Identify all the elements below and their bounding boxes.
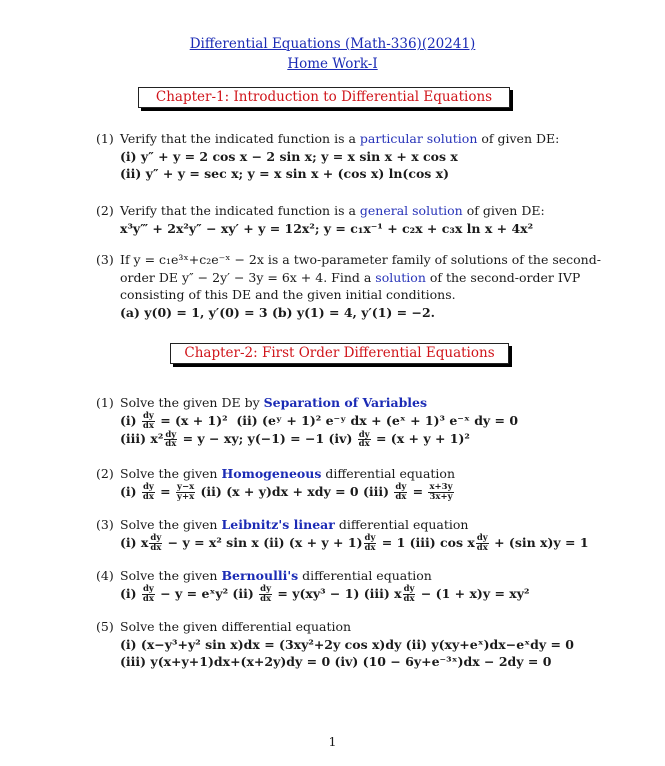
document-title: Differential Equations (Math-336)(20241) xyxy=(189,36,476,52)
ch1-question-3: (3) If y = c₁e³ˣ+c₂e⁻ˣ − 2x is a two-parameter family of solutions of the second- order DE y″ − 2y′ − 3y = 6x + 4. Find a solution of the second-order IVP consisting of this DE and the given initial conditions. (a) y(0) = 1, y′(0) = 3 (b) y(1) = 4, y′(1) = −2. xyxy=(96,252,601,320)
ch1-q1-part-ii: (ii) y″ + y = sec x; y = x sin x + (cos x) ln(cos x) xyxy=(120,166,450,181)
keyword-particular-solution: particular solution xyxy=(359,131,478,146)
question-number: (3) xyxy=(96,252,114,267)
question-number: (2) xyxy=(96,203,114,218)
fraction-dy-dx: $\frac{dy}{dx}$ xyxy=(260,584,272,604)
ch2-question-5: (5) Solve the given differential equation (i) (x−y³+y² sin x)dx = (3xy²+2y cos x)dy (ii) y(xy+eˣ)dx−eˣdy = 0 (iii) y(x+y+1)dx+(x+2y)dy = 0 (iv) (10 − 6y+e⁻³ˣ)dx − 2dy = 0 xyxy=(96,618,576,671)
fraction-dy-dx: $\frac{dy}{dx}$ xyxy=(142,482,154,502)
fraction-dy-dx: $\frac{dy}{dx}$ xyxy=(358,429,370,449)
ch2-question-1: (1) Solve the given DE by Separation of Variables (i) $\frac{dy}{dx}$ = (x + 1)² (ii) (eʸ + 1)² e⁻ʸ dx + (eˣ + 1)³ e⁻ˣ dy = 0 (iii) x² $\frac{dy}{dx}$ = y − xy; y(−1) = −1 (iv) $\frac{dy}{dx}$ = (x + y + 1)² xyxy=(96,395,519,449)
question-number: (5) xyxy=(96,619,114,634)
keyword-separation-of-variables: Separation of Variables xyxy=(263,395,428,410)
fraction-dy-dx: $\frac{dy}{dx}$ xyxy=(150,533,162,553)
question-number: (4) xyxy=(96,568,114,583)
fraction-dy-dx: $\frac{dy}{dx}$ xyxy=(142,584,154,604)
keyword-bernoulli: Bernoulli's xyxy=(221,568,299,583)
ch1-q2-equation: x³y‴ + 2x²y″ − xy′ + y = 12x²; y = c₁x⁻¹ + c₂x + c₃x ln x + 4x² xyxy=(120,220,534,236)
fraction-dy-dx: $\frac{dy}{dx}$ xyxy=(165,429,177,449)
fraction-dy-dx: $\frac{dy}{dx}$ xyxy=(476,533,488,553)
question-number: (3) xyxy=(96,517,114,532)
ch2-q5-line-2: (iii) y(x+y+1)dx+(x+2y)dy = 0 (iv) (10 − 6y+e⁻³ˣ)dx − 2dy = 0 xyxy=(120,654,552,669)
ch1-question-1: (1) Verify that the indicated function is a particular solution of given DE: (i) y″ + y = 2 cos x − 2 sin x; y = x sin x + x cos x (ii) y″ + y = sec x; y = x sin x + (cos x) ln(cos x) xyxy=(96,130,576,183)
fraction-x-plus-3y: $\frac{x+3y}{3x+y}$ xyxy=(429,482,453,502)
ch1-q3-conditions: (a) y(0) = 1, y′(0) = 3 (b) y(1) = 4, y′(1) = −2. xyxy=(120,304,436,320)
fraction-dy-dx: $\frac{dy}{dx}$ xyxy=(395,482,407,502)
page-number: 1 xyxy=(328,734,337,749)
fraction-dy-dx: $\frac{dy}{dx}$ xyxy=(364,533,376,553)
ch1-q1-part-i: (i) y″ + y = 2 cos x − 2 sin x; y = x sin x + x cos x xyxy=(120,148,458,164)
fraction-dy-dx: $\frac{dy}{dx}$ xyxy=(403,584,415,604)
keyword-leibnitz-linear: Leibnitz's linear xyxy=(221,517,335,532)
chapter-1-heading: Chapter-1: Introduction to Differential Equations xyxy=(138,87,510,108)
chapter-2-heading: Chapter-2: First Order Differential Equations xyxy=(170,343,509,364)
keyword-solution: solution xyxy=(375,269,426,285)
ch2-question-4: (4) Solve the given Bernoulli's differential equation (i) $\frac{dy}{dx}$ − y = eˣy² (ii) $\frac{dy}{dx}$ = y(xy³ − 1) (iii) x $\frac{dy}{dx}$ − (1 + x)y = xy² xyxy=(96,568,530,604)
keyword-general-solution: general solution xyxy=(359,203,463,218)
ch1-question-2: (2) Verify that the indicated function is a general solution of given DE: x³y‴ + 2x²y″ − xy′ + y = 12x²; y = c₁x⁻¹ + c₂x + c₃x ln x + 4x² xyxy=(96,202,576,237)
fraction-dy-dx: $\frac{dy}{dx}$ xyxy=(142,411,154,431)
question-number: (1) xyxy=(96,131,114,146)
keyword-homogeneous: Homogeneous xyxy=(221,466,322,481)
document-subtitle: Home Work-I xyxy=(287,56,378,72)
fraction-y-minus-x: $\frac{y-x}{y+x}$ xyxy=(177,482,195,502)
question-number: (1) xyxy=(96,395,114,410)
ch2-question-3: (3) Solve the given Leibnitz's linear differential equation (i) x $\frac{dy}{dx}$ − y = x² sin x (ii) (x + y + 1) $\frac{dy}{dx}$ = 1 (iii) cos x $\frac{dy}{dx}$ + (sin x)y = 1 xyxy=(96,517,589,553)
question-number: (2) xyxy=(96,466,114,481)
ch2-q5-line-1: (i) (x−y³+y² sin x)dx = (3xy²+2y cos x)dy (ii) y(xy+eˣ)dx−eˣdy = 0 xyxy=(120,636,574,652)
ch2-question-2: (2) Solve the given Homogeneous differential equation (i) $\frac{dy}{dx}$ = $\frac{y-x}{y+x}$ (ii) (x + y)dx + xdy = 0 (iii) $\frac{dy}{dx}$ = $\frac{x+3y}{3x+y}$ xyxy=(96,466,455,502)
